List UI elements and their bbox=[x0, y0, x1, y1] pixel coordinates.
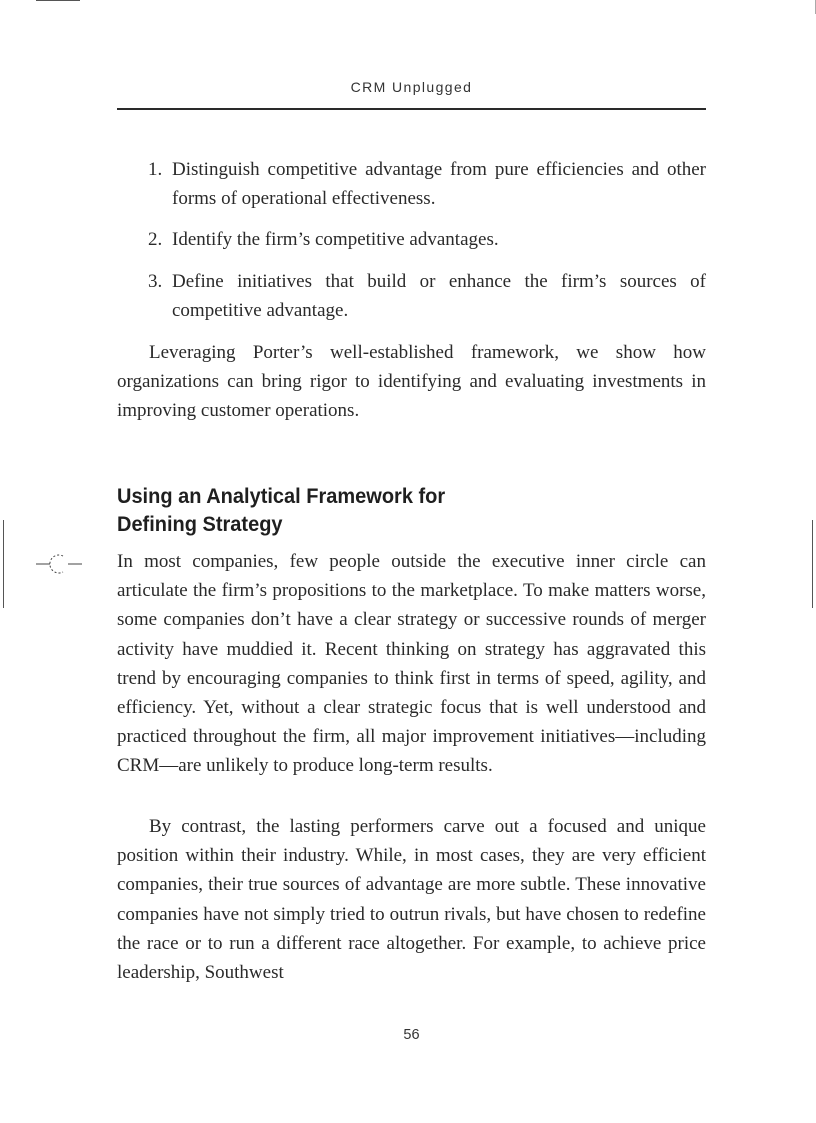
body-paragraph: In most companies, few people outside the executive inner circle can articulate the firm’s propositions to the marketplace. To make matters worse, some companies don’t have a clear strategy or successive rounds of merger activity have muddied it. Recent thinking on strategy has aggravated this trend by encouraging companies to think first in terms of speed, agility, and efficiency. Yet, without a clear strategic focus that is well understood and practiced throughout the firm, all major improvement initiatives—including CRM—are unlikely to produce long-term results. bbox=[117, 551, 706, 777]
list-item bbox=[117, 225, 706, 254]
body-paragraph: By contrast, the lasting performers carve out a focused and unique position within their industry. While, in most cases, they are very efficient companies, their true sources of advantage are more subtle. These innovative companies have not simply tried to outrun rivals, but have chosen to redefine the race or to run a different race altogether. For example, to achieve price leadership, Southwest bbox=[117, 816, 706, 984]
crop-mark-left bbox=[3, 520, 4, 608]
body-paragraph: Leveraging Porter’s well-established framework, we show how organizations can bring rigor to identifying and evaluating investments in improving customer operations. bbox=[117, 342, 706, 422]
list-item-number: 3. bbox=[148, 270, 163, 292]
section-heading-line: Using an Analytical Framework for bbox=[117, 484, 446, 508]
registration-mark-icon bbox=[36, 553, 84, 575]
list-item-text: Identify the firm’s competitive advantages. bbox=[172, 229, 499, 251]
list-item bbox=[117, 267, 706, 325]
running-header: CRM Unplugged bbox=[350, 79, 473, 95]
list-item-text: Define initiatives that build or enhance the firm’s sources of competitive advantage. bbox=[172, 270, 706, 321]
section-heading bbox=[117, 482, 665, 538]
section-heading-line: Defining Strategy bbox=[117, 512, 283, 536]
list-item bbox=[117, 155, 706, 213]
numbered-list bbox=[117, 155, 706, 337]
page-number: 56 bbox=[403, 1027, 420, 1043]
crop-mark-right bbox=[812, 520, 813, 608]
list-item-text: Distinguish competitive advantage from pure efficiencies and other forms of operational effectiveness. bbox=[172, 159, 706, 210]
list-item-number: 2. bbox=[148, 229, 163, 251]
list-item-number: 1. bbox=[148, 159, 163, 180]
header-rule bbox=[117, 108, 706, 110]
crop-mark-top-left bbox=[36, 0, 80, 1]
